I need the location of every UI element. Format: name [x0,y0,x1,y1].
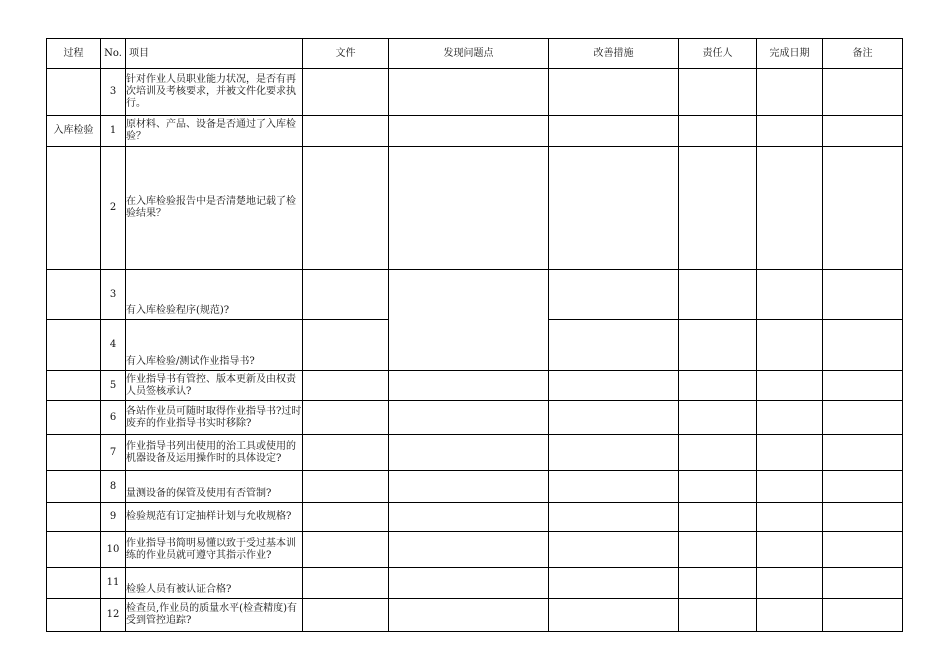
owner-cell[interactable] [679,270,757,320]
no-cell: 12 [101,599,126,632]
measures-cell[interactable] [549,371,679,401]
owner-cell[interactable] [679,371,757,401]
remarks-cell[interactable] [823,371,903,401]
document-cell[interactable] [303,401,389,435]
findings-cell[interactable] [389,471,549,503]
process-cell[interactable] [47,532,101,568]
item-cell: 量测设备的保管及使用有否管制? [126,471,303,503]
process-cell[interactable] [47,147,101,270]
table-row [47,147,903,270]
measures-cell[interactable] [549,320,679,371]
document-cell[interactable] [303,532,389,568]
no-cell: 6 [101,401,126,435]
process-cell[interactable]: 入库检验 [47,116,101,147]
document-cell[interactable] [303,371,389,401]
document-cell[interactable] [303,568,389,599]
due-date-cell[interactable] [757,401,823,435]
remarks-cell[interactable] [823,147,903,270]
findings-cell[interactable] [389,147,549,270]
findings-cell[interactable] [389,599,549,632]
measures-cell[interactable] [549,503,679,532]
remarks-cell[interactable] [823,532,903,568]
findings-cell[interactable] [389,371,549,401]
owner-cell[interactable] [679,435,757,471]
due-date-cell[interactable] [757,320,823,371]
header-findings: 发现问题点 [389,39,549,69]
measures-cell[interactable] [549,599,679,632]
due-date-cell[interactable] [757,599,823,632]
remarks-cell[interactable] [823,69,903,116]
owner-cell[interactable] [679,401,757,435]
no-cell: 3 [101,270,126,320]
item-cell: 检查员,作业员的质量水平(检查精度)有受到管控追踪? [126,599,303,632]
document-cell[interactable] [303,116,389,147]
owner-cell[interactable] [679,599,757,632]
remarks-cell[interactable] [823,568,903,599]
header-due-date: 完成日期 [757,39,823,69]
item-cell: 作业指导书有管控、版本更新及由权责人员签核承认? [126,371,303,401]
table-row [47,503,903,532]
item-cell: 有入库检验程序(规范)? [126,270,303,320]
owner-cell[interactable] [679,503,757,532]
owner-cell[interactable] [679,147,757,270]
remarks-cell[interactable] [823,401,903,435]
no-cell: 10 [101,532,126,568]
document-cell[interactable] [303,471,389,503]
remarks-cell[interactable] [823,116,903,147]
no-cell: 5 [101,371,126,401]
owner-cell[interactable] [679,116,757,147]
header-no: No. [101,39,126,69]
audit-checklist-table [46,38,903,632]
no-cell: 11 [101,568,126,599]
due-date-cell[interactable] [757,270,823,320]
process-cell[interactable] [47,320,101,371]
findings-cell[interactable] [389,69,549,116]
document-cell[interactable] [303,435,389,471]
no-cell: 8 [101,471,126,503]
process-cell[interactable] [47,401,101,435]
due-date-cell[interactable] [757,69,823,116]
due-date-cell[interactable] [757,471,823,503]
table-row [47,435,903,471]
table-row [47,116,903,147]
owner-cell[interactable] [679,471,757,503]
table-row [47,532,903,568]
remarks-cell[interactable] [823,320,903,371]
header-process: 过程 [47,39,101,69]
table-row [47,270,903,320]
item-cell: 各站作业员可随时取得作业指导书?过时废弃的作业指导书实时移除? [126,401,303,435]
no-cell: 1 [101,116,126,147]
due-date-cell[interactable] [757,435,823,471]
table-row [47,471,903,503]
measures-cell[interactable] [549,532,679,568]
process-cell[interactable] [47,270,101,320]
item-cell: 检验规范有订定抽样计划与允收规格? [126,503,303,532]
table-row [47,401,903,435]
process-cell[interactable] [47,503,101,532]
measures-cell[interactable] [549,568,679,599]
measures-cell[interactable] [549,435,679,471]
no-cell: 2 [101,147,126,270]
no-cell: 7 [101,435,126,471]
findings-cell-merged[interactable] [389,270,549,371]
remarks-cell[interactable] [823,270,903,320]
measures-cell[interactable] [549,471,679,503]
remarks-cell[interactable] [823,599,903,632]
due-date-cell[interactable] [757,116,823,147]
measures-cell[interactable] [549,401,679,435]
findings-cell[interactable] [389,532,549,568]
header-item: 项目 [126,39,303,69]
findings-cell[interactable] [389,503,549,532]
process-cell[interactable] [47,568,101,599]
header-document: 文件 [303,39,389,69]
process-cell[interactable] [47,599,101,632]
document-cell[interactable] [303,69,389,116]
due-date-cell[interactable] [757,568,823,599]
owner-cell[interactable] [679,532,757,568]
header-measures: 改善措施 [549,39,679,69]
no-cell: 3 [101,69,126,116]
document-cell[interactable] [303,147,389,270]
process-cell[interactable] [47,371,101,401]
document-cell[interactable] [303,503,389,532]
header-row [47,39,903,69]
findings-cell[interactable] [389,568,549,599]
measures-cell[interactable] [549,147,679,270]
no-cell: 4 [101,320,126,371]
owner-cell[interactable] [679,568,757,599]
process-cell[interactable] [47,471,101,503]
findings-cell[interactable] [389,116,549,147]
item-cell: 原材料、产品、设备是否通过了入库检验？ [126,116,303,147]
item-cell: 检验人员有被认证合格? [126,568,303,599]
table-row [47,371,903,401]
measures-cell[interactable] [549,270,679,320]
due-date-cell[interactable] [757,532,823,568]
table-row [47,568,903,599]
due-date-cell[interactable] [757,503,823,532]
process-cell[interactable] [47,435,101,471]
item-cell: 作业指导书列出使用的治工具或使用的机器设备及运用操作时的具体设定? [126,435,303,471]
findings-cell[interactable] [389,401,549,435]
measures-cell[interactable] [549,69,679,116]
due-date-cell[interactable] [757,147,823,270]
header-remarks: 备注 [823,39,903,69]
document-cell[interactable] [303,270,389,320]
owner-cell[interactable] [679,320,757,371]
item-cell: 作业指导书简明易懂以致于受过基本训练的作业员就可遵守其指示作业? [126,532,303,568]
remarks-cell[interactable] [823,435,903,471]
item-cell: 针对作业人员职业能力状况，是否有再次培训及考核要求，并被文件化要求执行。 [126,69,303,116]
findings-cell[interactable] [389,435,549,471]
table-row [47,599,903,632]
document-cell[interactable] [303,320,389,371]
owner-cell[interactable] [679,69,757,116]
table-row [47,69,903,116]
due-date-cell[interactable] [757,371,823,401]
no-cell: 9 [101,503,126,532]
process-cell[interactable] [47,69,101,116]
remarks-cell[interactable] [823,503,903,532]
remarks-cell[interactable] [823,471,903,503]
document-cell[interactable] [303,599,389,632]
measures-cell[interactable] [549,116,679,147]
item-cell: 在入库检验报告中是否清楚地记载了检验结果？ [126,147,303,270]
header-owner: 责任人 [679,39,757,69]
item-cell: 有入库检验/测试作业指导书? [126,320,303,371]
